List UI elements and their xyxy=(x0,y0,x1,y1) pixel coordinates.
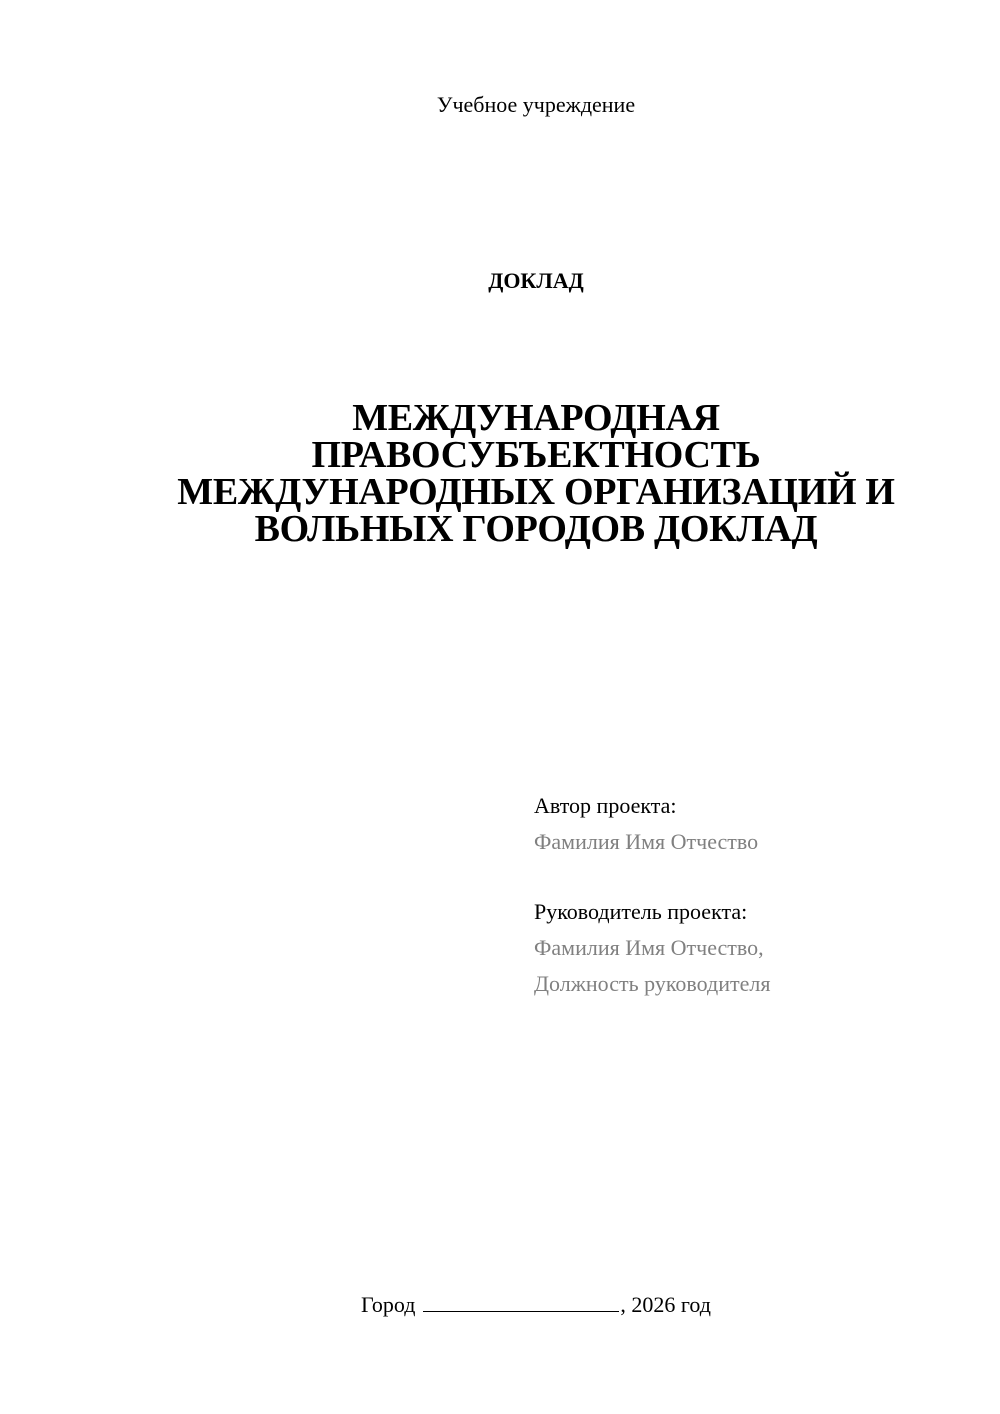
document-title-line: МЕЖДУНАРОДНЫХ ОРГАНИЗАЦИЙ И xyxy=(177,471,895,513)
city-label: Город xyxy=(361,1292,416,1317)
city-blank-underline xyxy=(423,1289,619,1312)
supervisor-name: Фамилия Имя Отчество, xyxy=(534,935,764,960)
author-label: Автор проекта: xyxy=(534,793,677,818)
supervisor-position: Должность руководителя xyxy=(534,971,771,996)
signature-spacer xyxy=(534,860,974,894)
city-year-line xyxy=(0,1289,1000,1321)
author-name: Фамилия Имя Отчество xyxy=(534,829,759,854)
year-text: , 2026 год xyxy=(620,1292,711,1317)
institution-name: Учебное учреждение xyxy=(436,92,636,117)
document-title-line: МЕЖДУНАРОДНАЯ xyxy=(352,397,720,439)
document-title xyxy=(150,397,922,550)
signature-block xyxy=(534,788,974,1002)
supervisor-label: Руководитель проекта: xyxy=(534,899,748,924)
document-title-line: ВОЛЬНЫХ ГОРОДОВ ДОКЛАД xyxy=(254,508,818,550)
document-type: ДОКЛАД xyxy=(488,268,584,293)
document-title-line: ПРАВОСУБЪЕКТНОСТЬ xyxy=(311,434,761,476)
